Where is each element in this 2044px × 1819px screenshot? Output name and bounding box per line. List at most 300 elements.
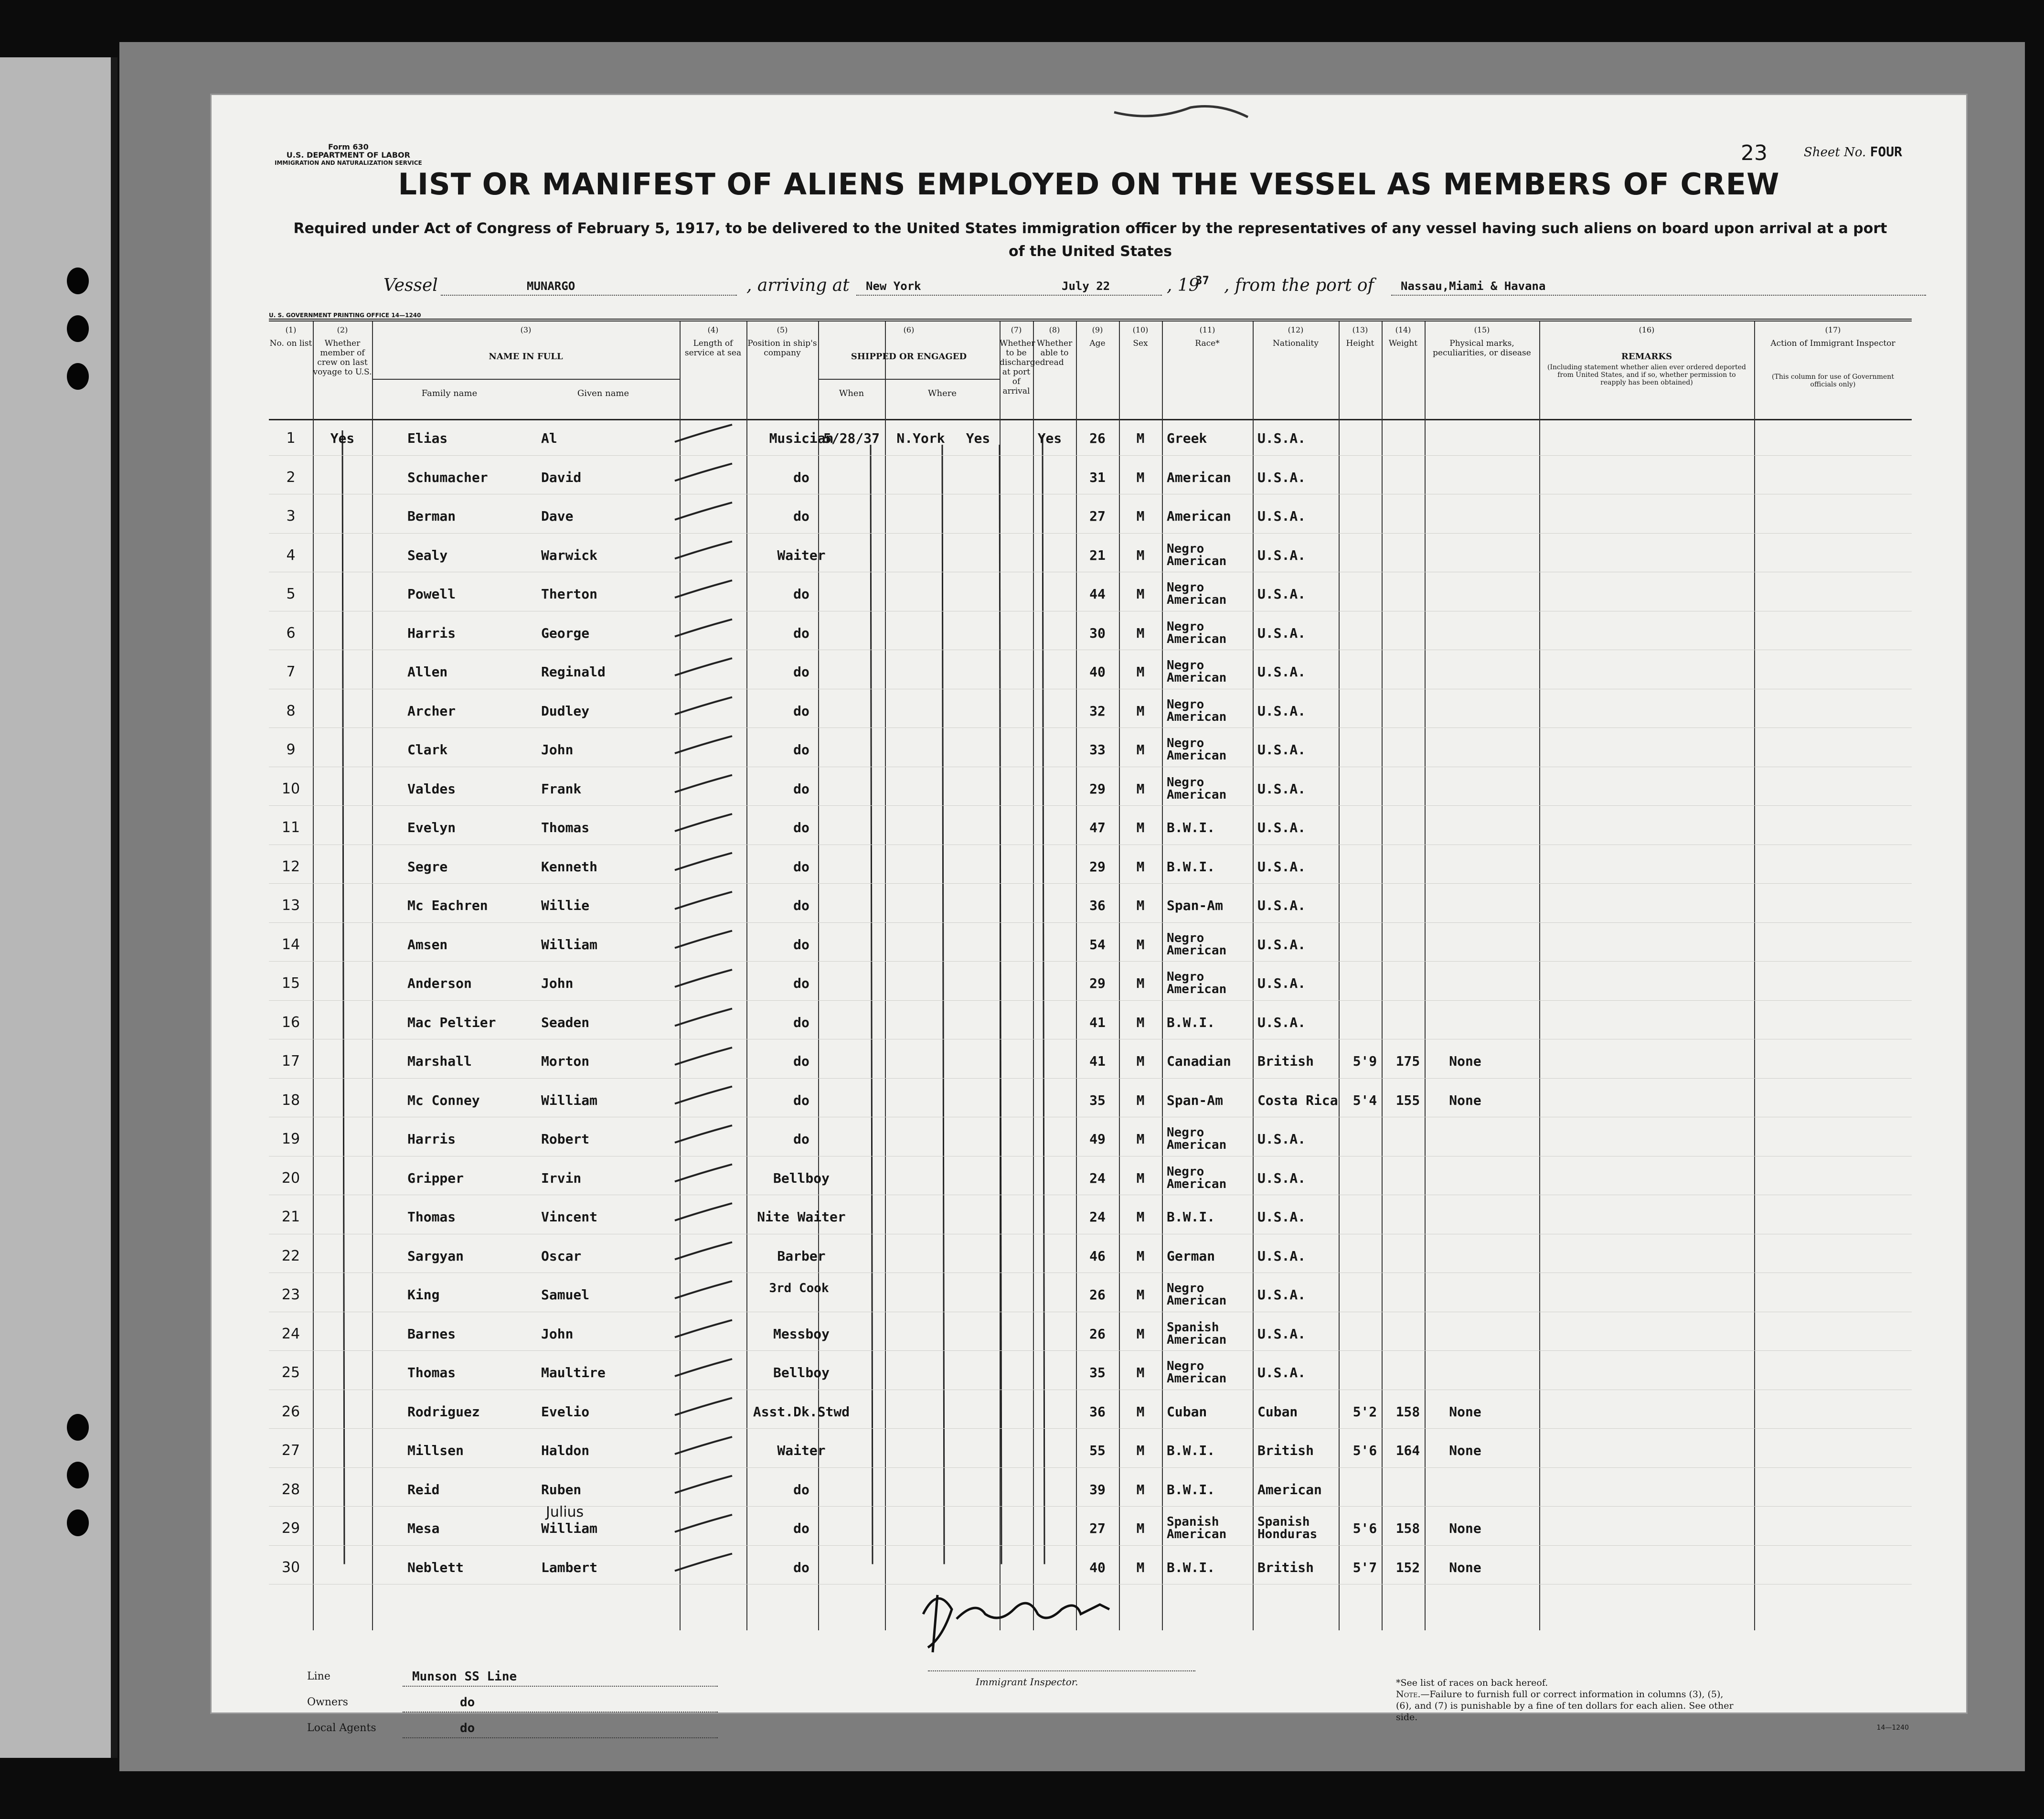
line-value: Munson SS Line — [412, 1669, 517, 1684]
column-label: Whether member of crew on last voyage to U.S. — [313, 339, 372, 377]
age-cell: 27 — [1089, 1520, 1106, 1536]
service-tick-mark — [675, 853, 732, 870]
service-tick-mark — [675, 1242, 732, 1260]
age-cell: 29 — [1089, 975, 1106, 991]
sex-cell: M — [1136, 703, 1145, 719]
race-cell: B.W.I. — [1167, 1014, 1215, 1030]
family-name-cell: Allen — [407, 664, 448, 680]
department-label: U.S. DEPARTMENT OF LABOR — [286, 150, 410, 160]
nationality-cell: U.S.A. — [1257, 703, 1306, 719]
family-name-cell: King — [407, 1287, 440, 1303]
given-name-cell: Dudley — [541, 703, 590, 719]
row-rule — [269, 1467, 1912, 1468]
position-cell: do — [793, 742, 809, 758]
height-cell: 5'9 — [1352, 1053, 1377, 1069]
race-cell: Negro American — [1167, 619, 1227, 646]
sex-cell: M — [1136, 1326, 1145, 1342]
given-name-cell: Oscar — [541, 1248, 582, 1264]
race-cell: American — [1167, 469, 1231, 485]
binder-hole — [67, 315, 89, 342]
weight-cell: 155 — [1395, 1092, 1420, 1108]
sheet-number-label: Sheet No. — [1804, 145, 1866, 160]
service-tick-mark — [675, 1554, 732, 1571]
sex-cell: M — [1136, 898, 1145, 913]
column-number: (12) — [1288, 325, 1304, 334]
ditto-line — [1000, 445, 1001, 1564]
service-tick-mark — [675, 542, 732, 559]
column-label: Height — [1346, 339, 1374, 348]
departure-ports: Nassau,Miami & Havana — [1401, 279, 1546, 293]
row-number: 23 — [281, 1286, 300, 1303]
family-name-cell: Sealy — [407, 547, 448, 563]
row-rule — [269, 961, 1912, 962]
page-title: LIST OR MANIFEST OF ALIENS EMPLOYED ON THE VESSEL AS MEMBERS OF CREW — [398, 167, 1780, 202]
age-cell: 41 — [1089, 1014, 1106, 1030]
race-cell: B.W.I. — [1167, 858, 1215, 875]
position-cell: do — [793, 1520, 809, 1536]
family-name-cell: Neblett — [407, 1559, 464, 1575]
nationality-cell: U.S.A. — [1257, 664, 1306, 680]
nationality-cell: British — [1257, 1559, 1314, 1575]
row-number: 24 — [281, 1325, 300, 1342]
height-cell: 5'7 — [1352, 1559, 1377, 1575]
column-label: Weight — [1388, 339, 1418, 348]
position-cell: Nite Waiter — [757, 1209, 846, 1225]
arrival-port: New York — [866, 279, 921, 293]
sheet-number-value: FOUR — [1870, 144, 1902, 160]
nationality-cell: U.S.A. — [1257, 975, 1306, 991]
position-cell: Barber — [777, 1248, 826, 1264]
sex-cell: M — [1136, 781, 1145, 797]
nationality-cell: Spanish Honduras — [1257, 1515, 1318, 1541]
age-cell: 26 — [1089, 1287, 1106, 1303]
physical-marks-cell: None — [1449, 1092, 1481, 1108]
sex-cell: M — [1136, 1365, 1145, 1380]
given-name-cell: William — [541, 1092, 598, 1108]
service-tick-mark — [675, 931, 732, 948]
position-cell: do — [793, 858, 809, 875]
column-label: NAME IN FULL — [489, 352, 563, 362]
race-cell: Negro American — [1167, 541, 1227, 568]
given-name-cell: Seaden — [541, 1014, 590, 1030]
family-name-cell: Evelyn — [407, 820, 456, 835]
row-number: 8 — [286, 702, 296, 719]
column-number: (9) — [1092, 325, 1103, 334]
row-number: 27 — [281, 1442, 300, 1459]
family-name-cell: Gripper — [407, 1170, 464, 1186]
age-cell: 49 — [1089, 1131, 1106, 1147]
service-tick-mark — [675, 1048, 732, 1065]
family-name-cell: Elias — [407, 430, 448, 446]
sex-cell: M — [1136, 1287, 1145, 1303]
sex-cell: M — [1136, 1131, 1145, 1147]
family-name-cell: Barnes — [407, 1326, 456, 1342]
service-tick-mark — [675, 970, 732, 987]
column-number: (10) — [1132, 325, 1149, 334]
column-label: Action of Immigrant Inspector — [1770, 339, 1895, 348]
binder-hole — [67, 1414, 89, 1441]
nationality-cell: Cuban — [1257, 1403, 1298, 1420]
remarks-subheader: (Including statement whether alien ever ordered deported from United States, and if so, whether permission to reapply has been obtained) — [1547, 364, 1746, 386]
given-name-cell: Evelio — [541, 1403, 590, 1420]
age-cell: 29 — [1089, 781, 1106, 797]
family-name-cell: Archer — [407, 703, 456, 719]
given-name-correction: Julius — [546, 1504, 584, 1520]
position-cell: do — [793, 625, 809, 641]
owners-label: Owners — [307, 1696, 348, 1708]
service-tick-mark — [675, 1125, 732, 1143]
row-number: 5 — [286, 586, 296, 602]
last-voyage-cell: Yes — [330, 430, 355, 446]
position-cell: do — [793, 586, 809, 602]
sex-cell: M — [1136, 430, 1145, 446]
row-number: 17 — [281, 1053, 300, 1070]
column-number: (11) — [1199, 325, 1215, 334]
row-rule — [269, 1000, 1912, 1001]
age-cell: 33 — [1089, 742, 1106, 758]
race-cell: German — [1167, 1248, 1215, 1264]
family-name-cell: Mesa — [407, 1520, 440, 1536]
family-name-subheader: Family name — [421, 388, 478, 398]
position-cell: do — [793, 1481, 809, 1498]
weight-cell: 164 — [1395, 1443, 1420, 1458]
sex-cell: M — [1136, 625, 1145, 641]
age-cell: 24 — [1089, 1209, 1106, 1225]
row-rule — [269, 1545, 1912, 1546]
sex-cell: M — [1136, 1403, 1145, 1420]
nationality-cell: British — [1257, 1053, 1314, 1069]
physical-marks-cell: None — [1449, 1403, 1481, 1420]
race-cell: B.W.I. — [1167, 1443, 1215, 1458]
sex-cell: M — [1136, 508, 1145, 524]
service-tick-mark — [675, 1009, 732, 1026]
service-tick-mark — [675, 658, 732, 675]
row-rule — [269, 1428, 1912, 1429]
given-name-cell: John — [541, 1326, 574, 1342]
nationality-cell: U.S.A. — [1257, 936, 1306, 952]
family-name-cell: Thomas — [407, 1365, 456, 1380]
row-number: 15 — [281, 975, 300, 992]
row-number: 12 — [281, 858, 300, 875]
nationality-cell: U.S.A. — [1257, 1131, 1306, 1147]
nationality-cell: U.S.A. — [1257, 1365, 1306, 1380]
note-text: —Failure to furnish full or correct information in columns (3), (5), (6), and (7) is punishable by a fine of ten dollars for each alien. See other side. — [1396, 1689, 1734, 1723]
weight-cell: 152 — [1395, 1559, 1420, 1575]
row-rule — [269, 1078, 1912, 1079]
service-tick-mark — [675, 1359, 732, 1376]
column-label: REMARKS — [1621, 352, 1672, 362]
sex-cell: M — [1136, 1443, 1145, 1458]
vessel-name: MUNARGO — [527, 279, 575, 293]
service-tick-mark — [675, 464, 732, 481]
row-number: 26 — [281, 1403, 300, 1420]
position-cell: do — [793, 703, 809, 719]
row-number: 16 — [281, 1014, 300, 1031]
family-name-cell: Rodriguez — [407, 1403, 480, 1420]
sex-cell: M — [1136, 586, 1145, 602]
row-number: 9 — [286, 741, 296, 758]
position-cell: do — [793, 664, 809, 680]
column-number: (1) — [285, 325, 297, 334]
column-label: Length of service at sea — [684, 339, 742, 358]
binder-hole — [67, 1509, 89, 1536]
races-footnote: *See list of races on back hereof. — [1396, 1678, 1548, 1688]
family-name-cell: Valdes — [407, 781, 456, 797]
race-cell: Negro American — [1167, 970, 1227, 996]
age-cell: 41 — [1089, 1053, 1106, 1069]
family-name-cell: Thomas — [407, 1209, 456, 1225]
nationality-cell: U.S.A. — [1257, 547, 1306, 563]
row-number: 3 — [286, 508, 296, 524]
service-label: IMMIGRATION AND NATURALIZATION SERVICE — [275, 160, 422, 166]
age-cell: 55 — [1089, 1443, 1106, 1458]
age-cell: 29 — [1089, 858, 1106, 875]
family-name-cell: Powell — [407, 586, 456, 602]
form-code: 14—1240 — [1876, 1724, 1909, 1732]
given-name-cell: Kenneth — [541, 858, 598, 875]
column-label: Race* — [1195, 339, 1220, 348]
age-cell: 46 — [1089, 1248, 1106, 1264]
service-tick-mark — [675, 1515, 732, 1532]
given-name-cell: George — [541, 625, 590, 641]
family-name-cell: Mac Peltier — [407, 1014, 496, 1030]
age-cell: 24 — [1089, 1170, 1106, 1186]
owners-value: do — [460, 1695, 475, 1710]
given-name-cell: Ruben — [541, 1481, 582, 1498]
given-name-subheader: Given name — [577, 388, 629, 398]
row-number: 22 — [281, 1247, 300, 1264]
able-to-read-cell: Yes — [1037, 430, 1062, 446]
weight-cell: 175 — [1395, 1053, 1420, 1069]
inspector-label: Immigrant Inspector. — [976, 1676, 1078, 1688]
note-label: Note. — [1396, 1689, 1421, 1700]
inspector-subheader: (This column for use of Government officials only) — [1772, 373, 1894, 388]
nationality-cell: American — [1257, 1481, 1322, 1498]
row-number: 21 — [281, 1209, 300, 1225]
sex-cell: M — [1136, 1053, 1145, 1069]
row-number: 6 — [286, 624, 296, 642]
age-cell: 27 — [1089, 508, 1106, 524]
column-number: (14) — [1395, 325, 1411, 334]
age-cell: 35 — [1089, 1092, 1106, 1108]
sex-cell: M — [1136, 1248, 1145, 1264]
binder-hole — [67, 268, 89, 294]
line-label: Line — [307, 1670, 330, 1682]
column-number: (17) — [1825, 325, 1841, 334]
position-cell: do — [793, 1092, 809, 1108]
service-tick-mark — [675, 697, 732, 715]
given-name-cell: Lambert — [541, 1559, 598, 1575]
age-cell: 40 — [1089, 1559, 1106, 1575]
sex-cell: M — [1136, 1520, 1145, 1536]
column-number: (6) — [903, 325, 915, 334]
nationality-cell: U.S.A. — [1257, 508, 1306, 524]
arriving-label: , arriving at — [746, 276, 850, 295]
row-number: 1 — [286, 430, 296, 447]
inspector-signature — [923, 1595, 1109, 1652]
from-port-label: , from the port of — [1224, 276, 1374, 295]
position-cell: do — [793, 820, 809, 835]
column-label: No. on list — [269, 339, 312, 348]
position-cell: 3rd Cook — [769, 1281, 829, 1295]
sex-cell: M — [1136, 936, 1145, 952]
sex-cell: M — [1136, 742, 1145, 758]
race-cell: Negro American — [1167, 1359, 1227, 1386]
race-cell: B.W.I. — [1167, 1209, 1215, 1225]
given-name-cell: William — [541, 1520, 598, 1536]
age-cell: 54 — [1089, 936, 1106, 952]
nationality-cell: U.S.A. — [1257, 742, 1306, 758]
service-tick-mark — [675, 892, 732, 909]
nationality-cell: U.S.A. — [1257, 1014, 1306, 1030]
race-cell: Spanish American — [1167, 1320, 1227, 1347]
position-cell: Messboy — [773, 1326, 830, 1342]
sex-cell: M — [1136, 975, 1145, 991]
weight-cell: 158 — [1395, 1403, 1420, 1420]
age-cell: 35 — [1089, 1365, 1106, 1380]
position-cell: do — [793, 975, 809, 991]
sex-cell: M — [1136, 547, 1145, 563]
local-agents-label: Local Agents — [307, 1722, 376, 1734]
service-tick-mark — [675, 1203, 732, 1220]
row-rule — [269, 805, 1912, 806]
family-name-cell: Anderson — [407, 975, 472, 991]
age-cell: 31 — [1089, 469, 1106, 485]
ditto-line — [342, 430, 344, 1564]
position-cell: do — [793, 469, 809, 485]
column-label: Age — [1089, 339, 1106, 348]
year-prefix: , 19 — [1167, 276, 1200, 295]
row-number: 13 — [281, 897, 300, 914]
race-cell: Cuban — [1167, 1403, 1207, 1420]
arrival-year: 37 — [1195, 274, 1209, 287]
race-cell: Span-Am — [1167, 898, 1224, 913]
race-cell: Negro American — [1167, 931, 1227, 958]
row-number: 29 — [281, 1520, 300, 1537]
service-tick-mark — [675, 1165, 732, 1182]
race-cell: Negro American — [1167, 1281, 1227, 1308]
given-name-cell: Thomas — [541, 820, 590, 835]
physical-marks-cell: None — [1449, 1559, 1481, 1575]
race-cell: Canadian — [1167, 1053, 1231, 1069]
column-number: (16) — [1639, 325, 1655, 334]
height-cell: 5'6 — [1352, 1443, 1377, 1458]
sex-cell: M — [1136, 858, 1145, 875]
handwritten-sheet-number: 23 — [1741, 141, 1767, 165]
row-rule — [269, 883, 1912, 884]
family-name-cell: Harris — [407, 625, 456, 641]
column-number: (8) — [1049, 325, 1060, 334]
column-number: (2) — [337, 325, 348, 334]
given-name-cell: John — [541, 742, 574, 758]
race-cell: B.W.I. — [1167, 1559, 1215, 1575]
family-name-cell: Mc Eachren — [407, 898, 488, 913]
age-cell: 30 — [1089, 625, 1106, 641]
service-tick-mark — [675, 1087, 732, 1104]
physical-marks-cell: None — [1449, 1443, 1481, 1458]
family-name-cell: Clark — [407, 742, 448, 758]
when-subheader: When — [839, 388, 864, 398]
given-name-cell: Irvin — [541, 1170, 582, 1186]
family-name-cell: Berman — [407, 508, 456, 524]
vessel-label: Vessel — [383, 276, 438, 295]
top-ink-mark — [1114, 107, 1248, 118]
physical-marks-cell: None — [1449, 1053, 1481, 1069]
nationality-cell: U.S.A. — [1257, 1170, 1306, 1186]
service-tick-mark — [675, 1437, 732, 1454]
family-name-cell: Amsen — [407, 936, 448, 952]
binder-strip — [0, 57, 117, 1758]
race-cell: B.W.I. — [1167, 1481, 1215, 1498]
shipped-when-cell: 5/28/37 — [823, 430, 880, 446]
race-cell: Negro American — [1167, 580, 1227, 607]
column-number: (4) — [707, 325, 719, 334]
age-cell: 36 — [1089, 1403, 1106, 1420]
printer-line: U. S. GOVERNMENT PRINTING OFFICE 14—1240 — [269, 312, 421, 319]
given-name-cell: John — [541, 975, 574, 991]
race-cell: American — [1167, 508, 1231, 524]
service-tick-mark — [675, 620, 732, 637]
ditto-line — [871, 445, 873, 1564]
position-cell: Asst.Dk.Stwd — [753, 1403, 850, 1420]
given-name-cell: Therton — [541, 586, 598, 602]
family-name-cell: Reid — [407, 1481, 440, 1498]
column-number: (5) — [777, 325, 788, 334]
ditto-line — [942, 445, 944, 1564]
service-tick-mark — [675, 1320, 732, 1338]
position-cell: do — [793, 1131, 809, 1147]
nationality-cell: U.S.A. — [1257, 820, 1306, 835]
position-cell: do — [793, 508, 809, 524]
family-name-cell: Millsen — [407, 1443, 464, 1458]
position-cell: Musician — [769, 430, 834, 446]
given-name-cell: Reginald — [541, 664, 606, 680]
nationality-cell: British — [1257, 1443, 1314, 1458]
row-rule — [269, 533, 1912, 534]
row-number: 20 — [281, 1169, 300, 1187]
nationality-cell: U.S.A. — [1257, 625, 1306, 641]
sex-cell: M — [1136, 1092, 1145, 1108]
shipped-where-cell: N.York — [896, 430, 945, 446]
nationality-cell: U.S.A. — [1257, 898, 1306, 913]
row-number: 11 — [281, 819, 300, 836]
family-name-cell: Schumacher — [407, 469, 488, 485]
nationality-cell: U.S.A. — [1257, 858, 1306, 875]
service-tick-mark — [675, 1398, 732, 1415]
given-name-cell: Robert — [541, 1131, 590, 1147]
column-label: Whether to be discharged at port of arrival — [1000, 339, 1045, 396]
column-label: Nationality — [1273, 339, 1319, 348]
service-tick-mark — [675, 1476, 732, 1493]
where-subheader: Where — [927, 388, 957, 398]
given-name-cell: Al — [541, 430, 557, 446]
position-cell: Waiter — [777, 547, 826, 563]
page-subtitle: Required under Act of Congress of February 5, 1917, to be delivered to the United States immigration officer by the representatives of any vessel having such aliens on board upon arrival at a port of the United States — [293, 220, 1887, 260]
sex-cell: M — [1136, 469, 1145, 485]
column-number: (13) — [1352, 325, 1368, 334]
row-number: 18 — [281, 1091, 300, 1109]
race-cell: Span-Am — [1167, 1092, 1224, 1108]
row-rule — [269, 455, 1912, 456]
position-cell: Bellboy — [773, 1365, 830, 1380]
nationality-cell: U.S.A. — [1257, 1326, 1306, 1342]
height-cell: 5'6 — [1352, 1520, 1377, 1536]
row-number: 28 — [281, 1481, 300, 1498]
service-tick-mark — [675, 775, 732, 792]
given-name-cell: Samuel — [541, 1287, 590, 1303]
age-cell: 36 — [1089, 898, 1106, 913]
given-name-cell: Dave — [541, 508, 574, 524]
